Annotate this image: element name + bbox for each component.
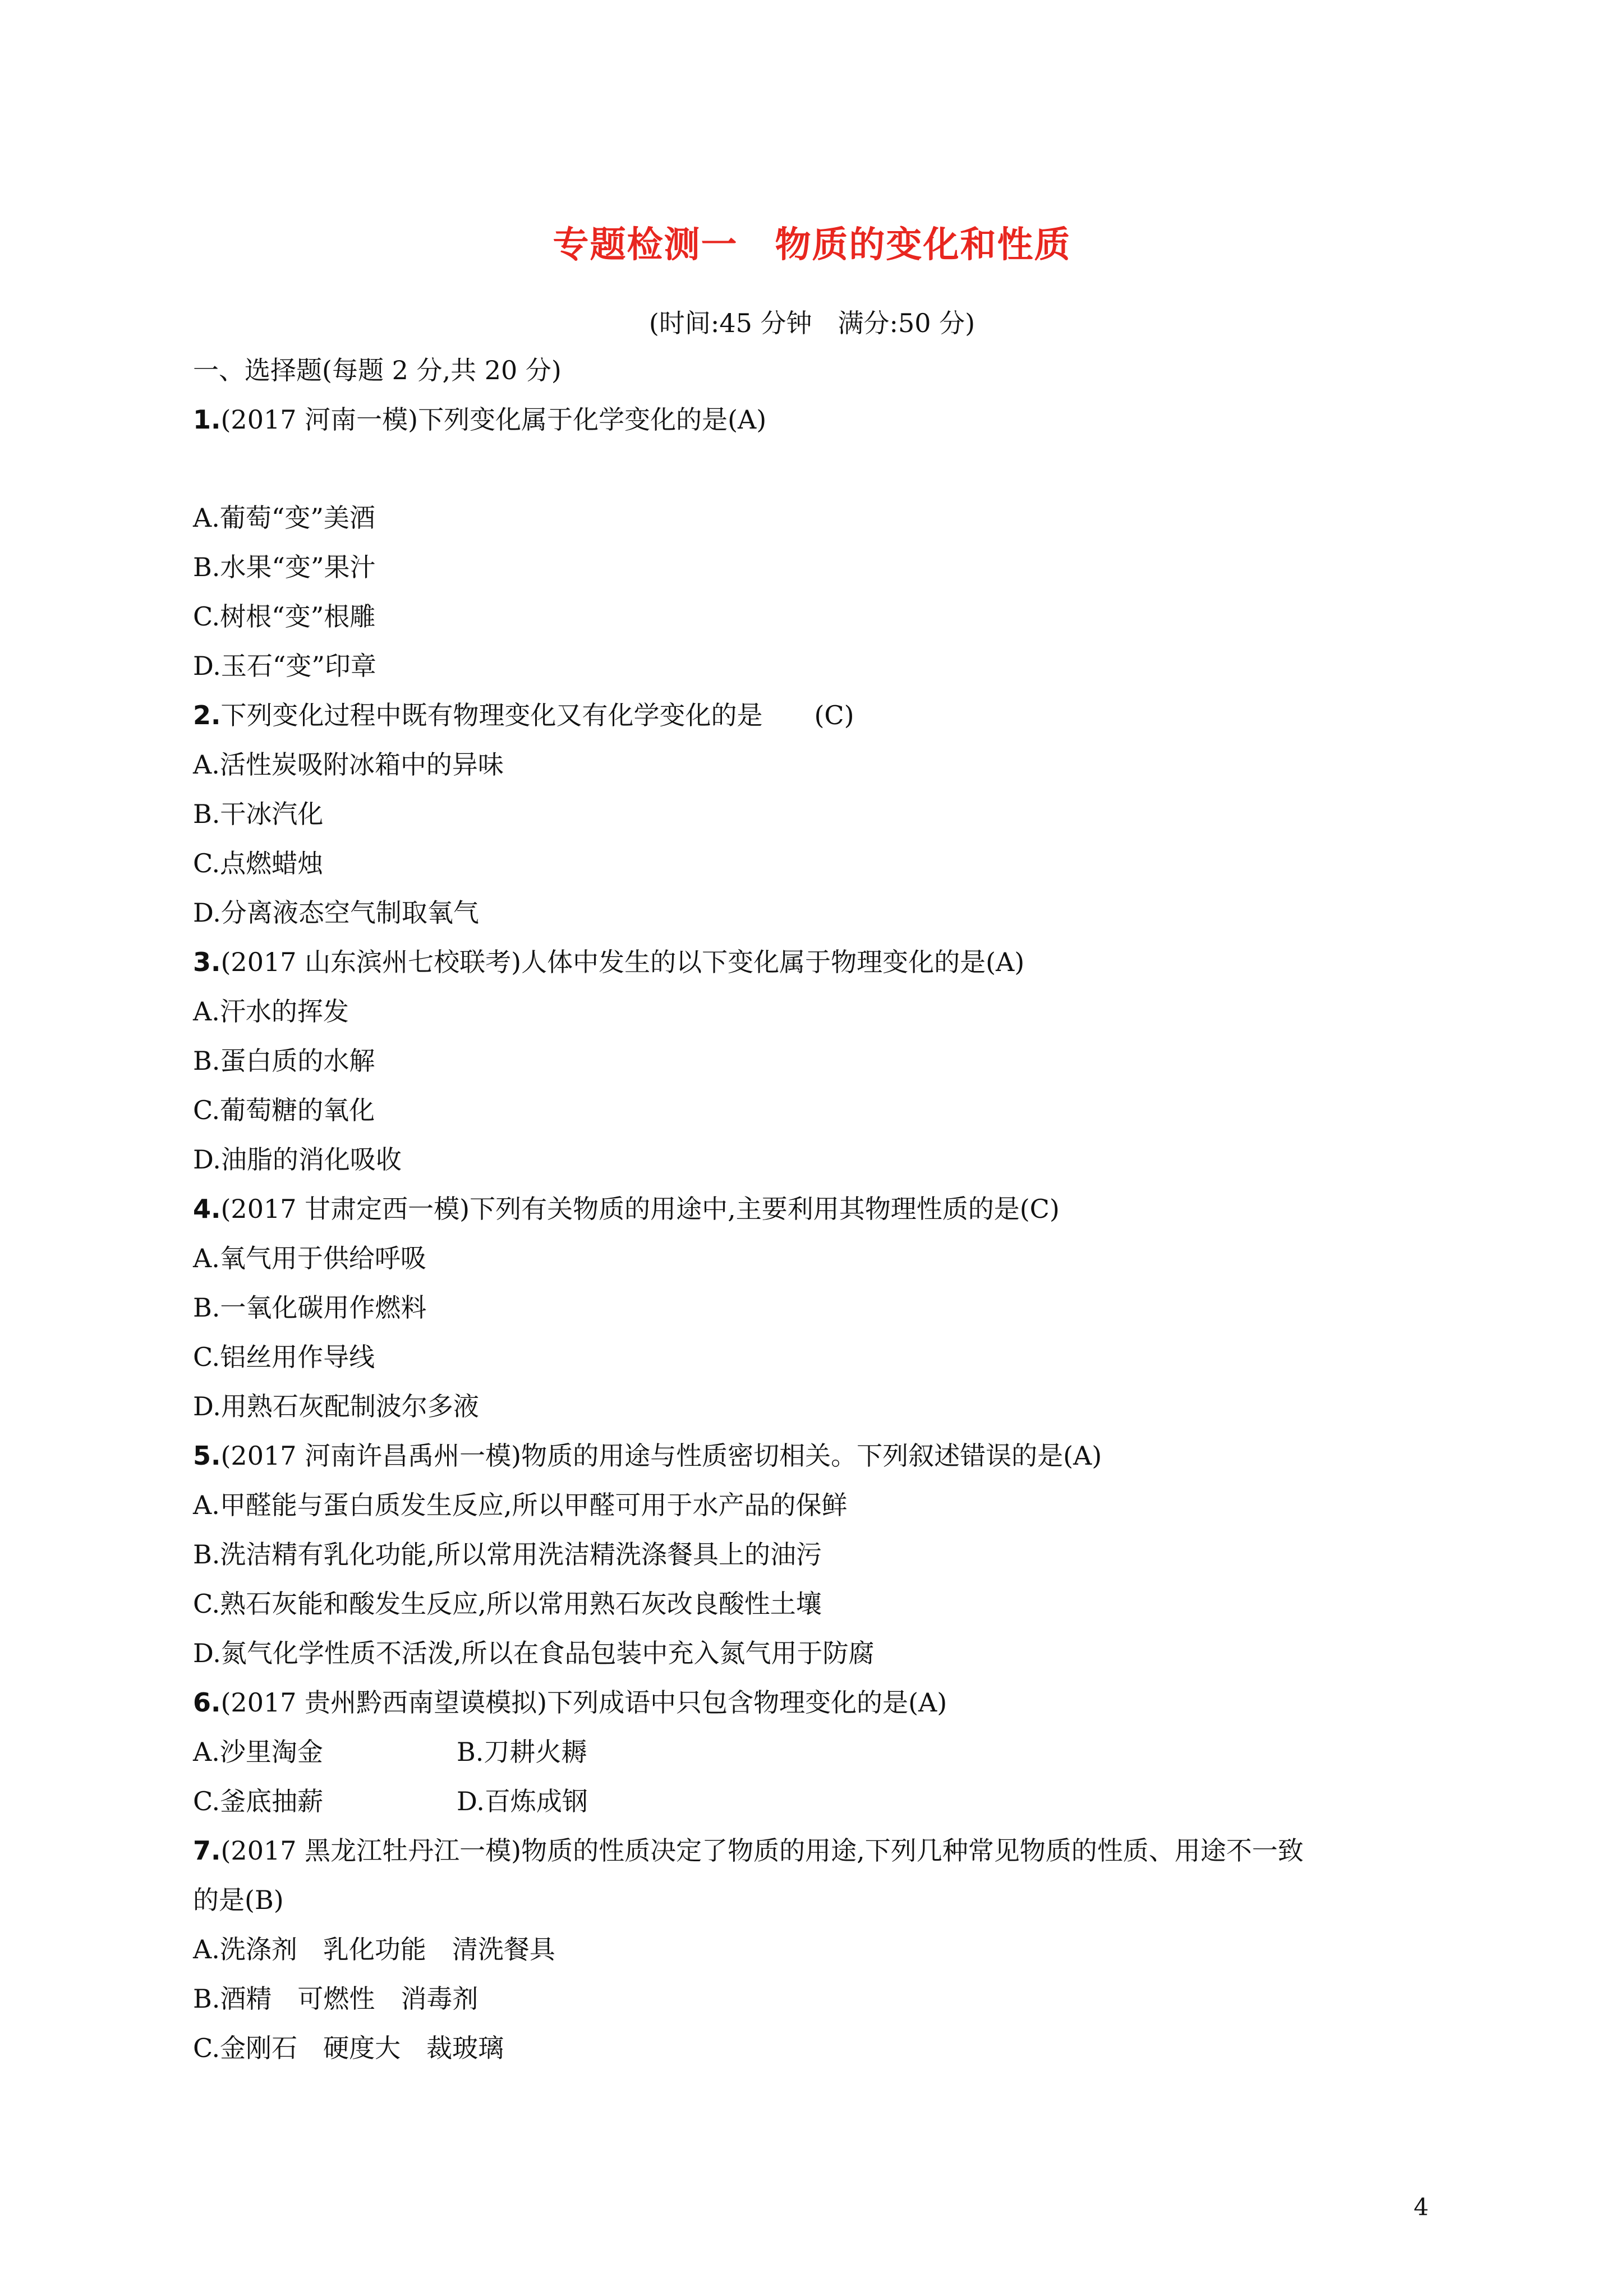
- option: D.百炼成钢: [457, 1786, 588, 1816]
- option: B.干冰汽化: [193, 799, 324, 829]
- option: C.树根“变”根雕: [193, 601, 376, 632]
- option: D.油脂的消化吸收: [193, 1144, 402, 1175]
- question-number: 3.: [193, 947, 221, 977]
- question-text: 下列变化过程中既有物理变化又有化学变化的是 (C): [220, 700, 854, 730]
- option: B.刀耕火耨: [457, 1737, 587, 1767]
- option: C.釜底抽薪: [193, 1786, 324, 1816]
- question-number: 6.: [193, 1687, 221, 1718]
- question-number: 5.: [193, 1441, 221, 1471]
- option: B.一氧化碳用作燃料: [193, 1292, 427, 1323]
- option: D.分离液态空气制取氧气: [193, 898, 479, 928]
- option-row: [193, 1784, 588, 1818]
- question-text: (2017 河南一模)下列变化属于化学变化的是(A): [220, 404, 767, 435]
- question-number: 4.: [193, 1194, 221, 1224]
- question-7: [193, 1834, 1304, 1867]
- question-number: 1.: [193, 404, 221, 435]
- option: A.沙里淘金: [193, 1737, 323, 1767]
- option: A.汗水的挥发: [193, 996, 349, 1027]
- option: D.氮气化学性质不活泼,所以在食品包装中充入氮气用于防腐: [193, 1638, 875, 1668]
- question-text: (2017 山东滨州七校联考)人体中发生的以下变化属于物理变化的是(A): [220, 947, 1025, 977]
- option-row: [193, 1735, 587, 1769]
- option: B.蛋白质的水解: [193, 1046, 375, 1076]
- question-2: [193, 698, 854, 732]
- question-3: [193, 945, 1024, 979]
- question-6: [193, 1686, 947, 1719]
- question-text: (2017 黑龙江牡丹江一模)物质的性质决定了物质的用途,下列几种常见物质的性质、用途不一致: [220, 1835, 1304, 1866]
- question-text: (2017 河南许昌禹州一模)物质的用途与性质密切相关。下列叙述错误的是(A): [220, 1441, 1102, 1471]
- option: A.甲醛能与蛋白质发生反应,所以甲醛可用于水产品的保鲜: [193, 1490, 848, 1520]
- question-4: [193, 1192, 1060, 1226]
- option: A.葡萄“变”美酒: [193, 503, 375, 533]
- option: C.葡萄糖的氧化: [193, 1095, 375, 1125]
- option: C.点燃蜡烛: [193, 848, 324, 878]
- option: C.金刚石 硬度大 裁玻璃: [193, 2033, 504, 2063]
- question-text-continued: 的是(B): [193, 1885, 284, 1915]
- section-heading: 一、选择题(每题 2 分,共 20 分): [193, 355, 562, 385]
- option: B.水果“变”果汁: [193, 552, 376, 582]
- page-title: 专题检测一 物质的变化和性质: [553, 224, 1071, 266]
- question-number: 7.: [193, 1835, 221, 1866]
- option: A.活性炭吸附冰箱中的异味: [193, 749, 504, 780]
- question-number: 2.: [193, 700, 221, 730]
- question-text: (2017 甘肃定西一模)下列有关物质的用途中,主要利用其物理性质的是(C): [220, 1194, 1060, 1224]
- question-1: [193, 403, 766, 436]
- option: B.洗洁精有乳化功能,所以常用洗洁精洗涤餐具上的油污: [193, 1539, 822, 1570]
- question-text: (2017 贵州黔西南望谟模拟)下列成语中只包含物理变化的是(A): [220, 1687, 947, 1718]
- exam-meta: (时间:45 分钟 满分:50 分): [648, 308, 976, 338]
- option: D.用熟石灰配制波尔多液: [193, 1391, 479, 1421]
- option: A.洗涤剂 乳化功能 清洗餐具: [193, 1934, 555, 1964]
- option: C.铝丝用作导线: [193, 1342, 375, 1372]
- page-number: 4: [1414, 2193, 1429, 2221]
- option: D.玉石“变”印章: [193, 651, 376, 681]
- option: A.氧气用于供给呼吸: [193, 1243, 426, 1273]
- question-5: [193, 1439, 1102, 1473]
- option: B.酒精 可燃性 消毒剂: [193, 1984, 479, 2014]
- option: C.熟石灰能和酸发生反应,所以常用熟石灰改良酸性土壤: [193, 1589, 822, 1619]
